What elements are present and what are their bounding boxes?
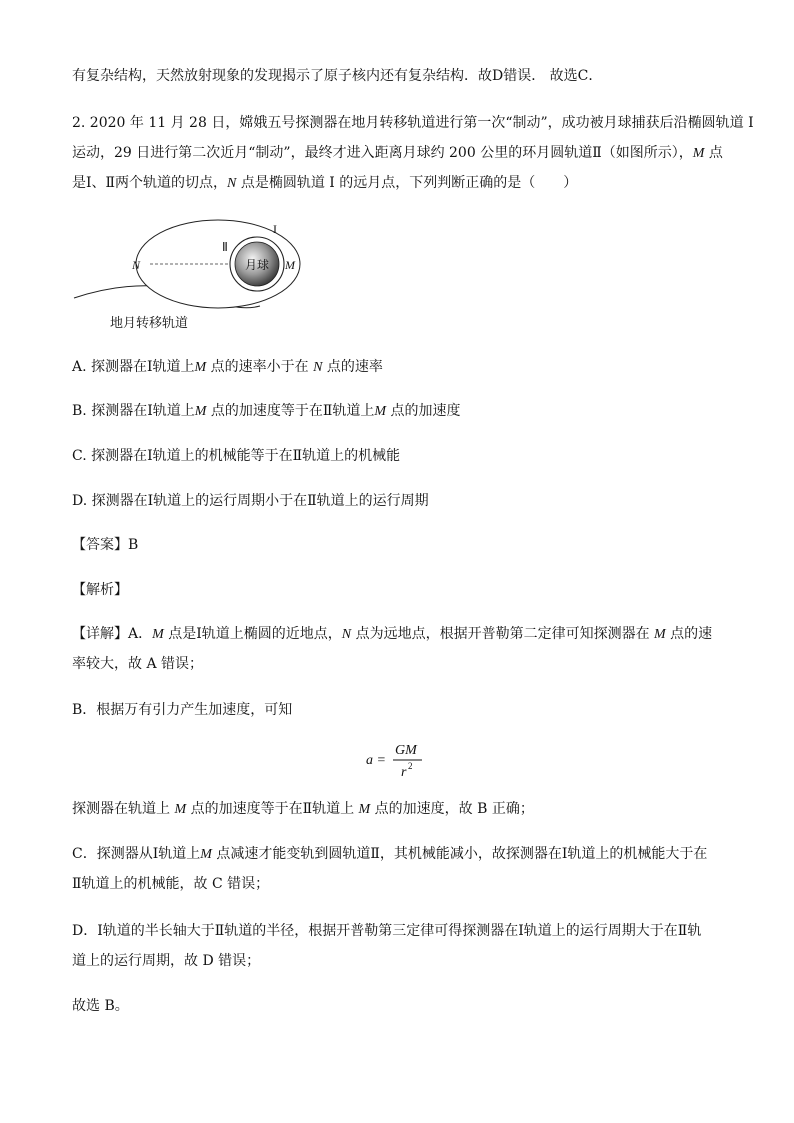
label-orbit-i: I — [273, 222, 277, 236]
label-orbit-ii: Ⅱ — [222, 240, 228, 254]
answer-line — [72, 535, 138, 555]
option-b-p3: 点的加速度 — [386, 403, 461, 419]
formula-exponent: 2 — [408, 761, 413, 771]
detail-a1-p4: 点的速 — [665, 626, 713, 642]
option-b-m: M — [194, 404, 207, 419]
option-b-m2: M — [374, 404, 387, 419]
conclusion-line: 故选 B。 — [72, 998, 129, 1014]
question-line-3 — [72, 173, 577, 194]
analysis-tag: 【解析】 — [72, 582, 128, 598]
label-n: N — [132, 258, 141, 272]
option-a — [72, 357, 383, 378]
detail-tag: 【详解】 — [72, 626, 128, 642]
answer-value: B — [128, 537, 139, 553]
formula-lhs: a = — [366, 753, 386, 768]
point-n-label: N — [227, 176, 237, 191]
detail-c-line-1 — [72, 844, 707, 865]
transfer-orbit-label: 地月转移轨道 — [110, 315, 189, 330]
detail-b2-m2: M — [358, 802, 371, 817]
option-a-m: M — [194, 360, 207, 375]
label-m: M — [285, 258, 295, 272]
detail-a1-m2: M — [654, 627, 666, 642]
formula-denominator: r — [401, 765, 407, 780]
point-m-label: M — [692, 146, 705, 161]
detail-b-line-2 — [72, 799, 534, 820]
detail-c1-p1: C．探测器从Ⅰ轨道上 — [72, 846, 201, 862]
formula-numerator: GM — [395, 743, 417, 758]
question-line-3-b: 点是椭圆轨道 I 的远月点，下列判断正确的是（ ） — [236, 175, 578, 191]
detail-d-line-1: D．Ⅰ轨道的半长轴大于Ⅱ轨道的半径，根据开普勒第三定律可得探测器在Ⅰ轨道上的运行周期大于在Ⅱ轨 — [72, 923, 702, 939]
option-a-p2: 点的速率小于在 — [206, 359, 314, 375]
question-line-2 — [72, 143, 723, 164]
moon-label: 月球 — [245, 258, 270, 272]
question-line-3-a: 是Ⅰ、Ⅱ两个轨道的切点， — [72, 175, 228, 191]
detail-b2-m: M — [174, 802, 187, 817]
detail-b-line-1: B．根据万有引力产生加速度，可知 — [72, 702, 293, 718]
acceleration-formula — [360, 736, 440, 784]
intro-line: 有复杂结构，天然放射现象的发现揭示了原子核内还有复杂结构．故D错误． 故选C． — [72, 68, 603, 84]
detail-c1-m: M — [200, 847, 212, 862]
detail-d-line-2: 道上的运行周期，故 D 错误； — [72, 953, 261, 969]
option-a-p3: 点的速率 — [322, 359, 383, 375]
detail-a1-m: M — [152, 627, 164, 642]
detail-b2-p1: 探测器在轨道上 — [72, 801, 175, 817]
detail-a1-p3: 点为远地点，根据开普勒第二定律可知探测器在 — [351, 626, 655, 642]
option-a-n: N — [313, 360, 323, 375]
question-line-1: 2. 2020 年 11 月 28 日，嫦娥五号探测器在地月转移轨道进行第一次“制动”，成功被月球捕获后沿椭圆轨道 I — [72, 115, 754, 131]
detail-c-line-2: Ⅱ轨道上的机械能，故 C 错误； — [72, 876, 270, 892]
orbit-diagram — [70, 214, 310, 334]
answer-tag: 【答案】 — [72, 537, 128, 553]
detail-a1-n: N — [341, 627, 352, 642]
detail-a1-p1: A． — [128, 626, 153, 642]
option-d: D. 探测器在Ⅰ轨道上的运行周期小于在Ⅱ轨道上的运行周期 — [72, 493, 429, 509]
option-a-p1: A. 探测器在Ⅰ轨道上 — [72, 359, 195, 375]
detail-b2-p3: 点的加速度，故 B 正确； — [370, 801, 534, 817]
option-b-p1: B. 探测器在Ⅰ轨道上 — [72, 403, 195, 419]
option-b-p2: 点的加速度等于在Ⅱ轨道上 — [206, 403, 375, 419]
option-b — [72, 401, 460, 422]
detail-b2-p2: 点的加速度等于在Ⅱ轨道上 — [186, 801, 359, 817]
detail-a-line-1 — [72, 624, 712, 645]
detail-c1-p2: 点减速才能变轨到圆轨道Ⅱ，其机械能减小，故探测器在Ⅰ轨道上的机械能大于在 — [211, 846, 708, 862]
detail-a1-p2: 点是Ⅰ轨道上椭圆的近地点， — [163, 626, 342, 642]
detail-a-line-2: 率较大，故 A 错误； — [72, 656, 204, 672]
option-c: C. 探测器在Ⅰ轨道上的机械能等于在Ⅱ轨道上的机械能 — [72, 448, 401, 464]
question-line-2-tail: 点 — [704, 145, 723, 161]
question-line-2-text: 运动，29 日进行第二次近月“制动”，最终才进入距离月球约 200 公里的环月圆轨道Ⅱ（如图所示）， — [72, 145, 693, 161]
